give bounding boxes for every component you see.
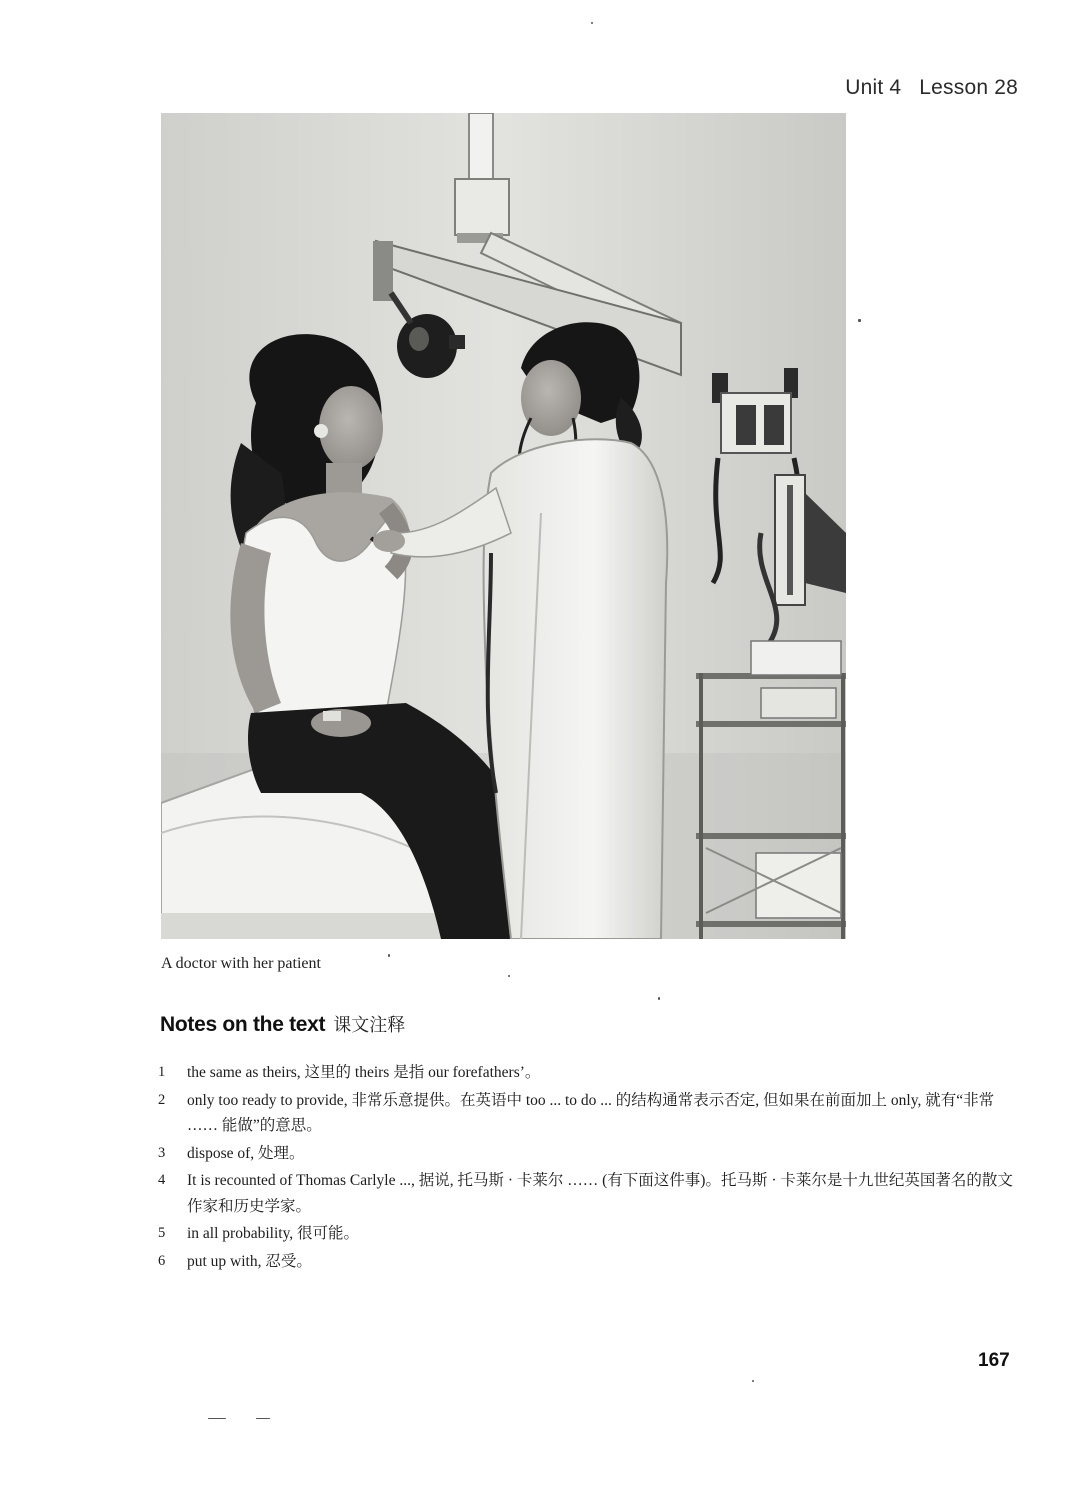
note-text: dispose of, 处理。	[187, 1144, 305, 1162]
note-text: in all probability, 很可能。	[187, 1225, 360, 1242]
note-item	[158, 1088, 1028, 1139]
notes-heading-zh: 课文注释	[333, 1015, 406, 1036]
scan-speck	[508, 975, 510, 977]
scan-speck	[591, 22, 593, 24]
note-text: only too ready to provide, 非常乐意提供。在英语中 too ... to do ... 的结构通常表示否定, 但如果在前面加上 only, 就有“非常 …… 能做”的意思。	[187, 1091, 995, 1134]
note-text: the same as theirs, 这里的 theirs 是指 our forefathers’。	[187, 1064, 541, 1081]
note-item	[158, 1221, 1028, 1247]
scan-speck	[658, 997, 660, 1000]
lesson-label: Lesson 28	[919, 76, 1018, 99]
notes-list	[158, 1060, 1028, 1276]
note-item	[158, 1249, 1028, 1275]
scan-speck	[752, 1380, 754, 1382]
doctor-patient-photo	[161, 113, 846, 939]
note-item	[158, 1060, 1028, 1086]
note-text: put up with, 忍受。	[187, 1252, 312, 1270]
note-number: 1	[158, 1064, 166, 1080]
scan-speck	[256, 1418, 270, 1419]
note-number: 5	[158, 1225, 166, 1241]
note-item	[158, 1141, 1028, 1167]
notes-heading	[160, 1011, 405, 1037]
note-item	[158, 1168, 1028, 1219]
scan-speck	[858, 319, 861, 322]
unit-label: Unit 4	[845, 76, 902, 99]
notes-heading-en: Notes on the text	[160, 1013, 326, 1036]
running-header	[845, 76, 1018, 100]
note-number: 3	[158, 1144, 166, 1161]
note-text: It is recounted of Thomas Carlyle ..., 据说, 托马斯 · 卡莱尔 …… (有下面这件事)。托马斯 · 卡莱尔是十九世纪英国著名的散文作家和历史学家。	[187, 1172, 1013, 1215]
note-number: 2	[158, 1091, 166, 1108]
scan-speck	[388, 954, 390, 957]
photo-caption: A doctor with her patient	[161, 955, 321, 972]
page-number: 167	[978, 1350, 1010, 1371]
scan-speck	[208, 1418, 226, 1419]
note-number: 4	[158, 1172, 166, 1188]
note-number: 6	[158, 1252, 166, 1269]
